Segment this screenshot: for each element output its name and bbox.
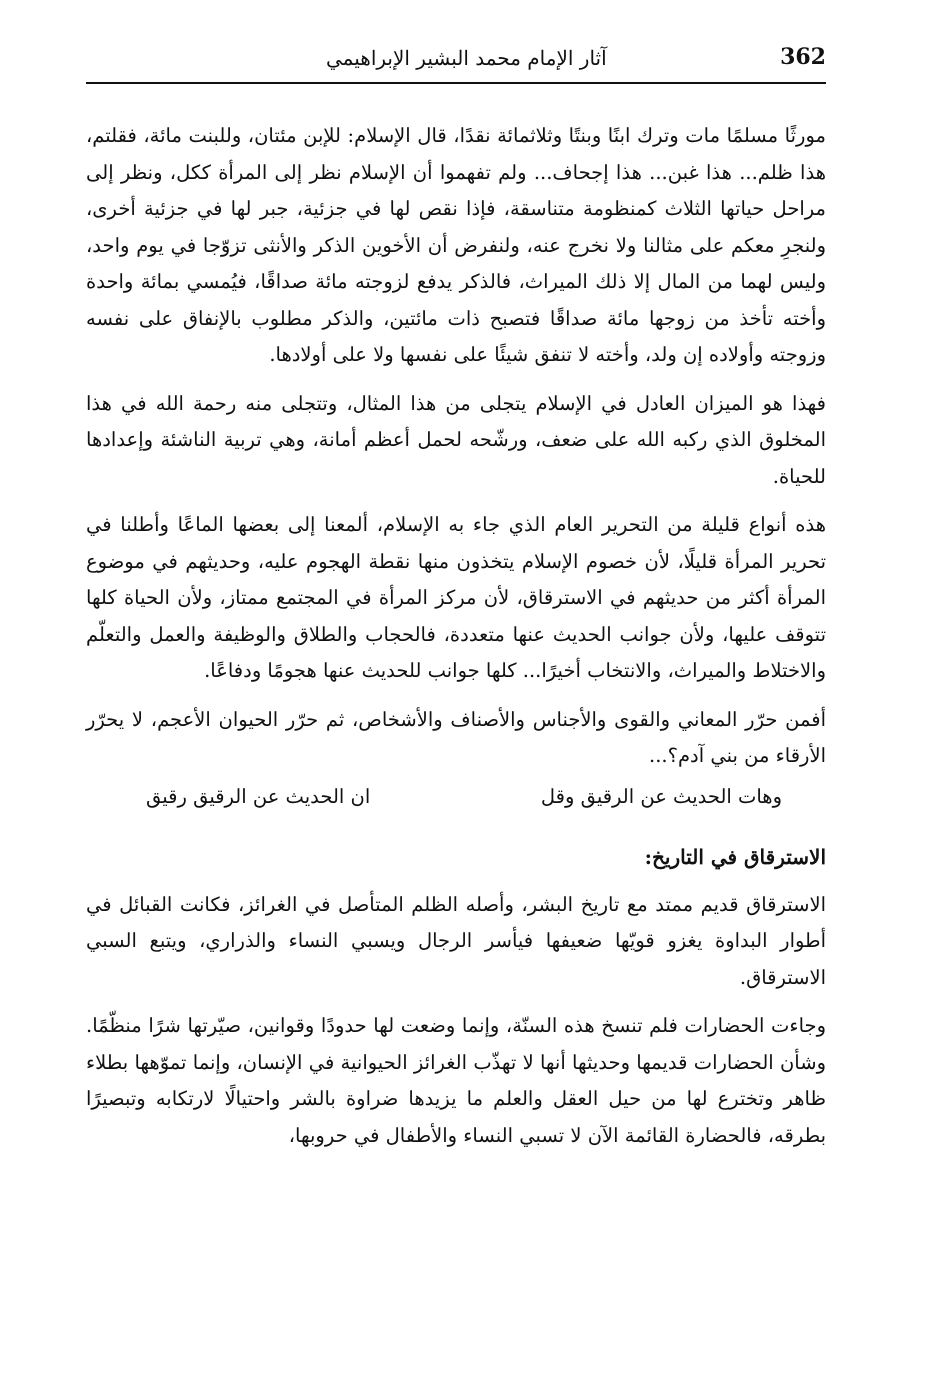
paragraph-inheritance-example: مورثًا مسلمًا مات وترك ابنًا وبنتًا وثلاثمائة نقدًا، قال الإسلام: للإبن مئتان، وللبنت مائة، فقلتم، هذا ظلم... هذا غبن... هذا إجحاف... ولم تفهموا أن الإسلام نظر إلى المرأة ككل، ونظر إلى مراحل حياتها الثلاث كمنظومة متناسقة، فإذا نقص لها في جزئية، جبر لها في جزئية أخرى، ولنجرِ معكم على مثالنا ولا نخرج عنه، ولنفرض أن الأخوين الذكر والأنثى تزوّجا في يوم واحد، وليس لهما من المال إلا ذلك الميراث، فالذكر يدفع لزوجته مائة صداقًا، فيُمسي بمائة واحدة وأخته تأخذ من زوجها مائة صداقًا فتصبح ذات مائتين، والذكر مطلوب بالإنفاق على نفسه وزوجته وأولاده إن ولد، وأخته لا تنفق شيئًا على نفسها ولا على أولادها. [86,124,826,366]
body-text [86,118,826,1166]
paragraph-just-balance: فهذا هو الميزان العادل في الإسلام يتجلى من هذا المثال، وتتجلى منه رحمة الله في هذا المخلوق الذي ركبه الله على ضعف، ورشّحه لحمل أعظم أمانة، وهي تربية الناشئة وإعدادها للحياة. [86,391,826,488]
paragraph-civilizations: وجاءت الحضارات فلم تنسخ هذه السنّة، وإنما وضعت لها حدودًا وقوانين، صيّرتها شرًا منظّمًا. وشأن الحضارات قديمها وحديثها أنها لا تهذّب الغرائز الحيوانية في الإنسان، وإنما تموّهها بطلاء ظاهر وتخترع لها من حيل العقل والعلم ما يزيدها ضراوة بالشر واحتيالًا لارتكابه وتبصيرًا بطرقه، فالحضارة القائمة الآن لا تسبي النساء والأطفال في حروبها، [86,1014,826,1147]
running-header [86,40,826,84]
paragraph-liberation-of-women: هذه أنواع قليلة من التحرير العام الذي جاء به الإسلام، ألمعنا إلى بعضها الماعًا وأطلنا في تحرير المرأة قليلًا، لأن خصوم الإسلام يتخذون منها نقطة الهجوم عليه، وحديثهم في موضوع المرأة أكثر من حديثهم في الاسترقاق، لأن مركز المرأة في المجتمع ممتاز، ولأن الحياة كلها تتوقف عليها، ولأن جوانب الحديث عنها متعددة، فالحجاب والطلاق والوظيفة والعمل والتعلّم والاختلاط والميراث، والانتخاب أخيرًا... كلها جوانب للحديث عنها هجومًا ودفاعًا. [86,513,826,682]
book-title: آثار الإمام محمد البشير الإبراهيمي [326,46,607,70]
section-heading: الاسترقاق في التاريخ: [644,844,826,869]
verse-second-hemistich: ان الحديث عن الرقيق رقيق [146,784,371,808]
paragraph-rhetorical-question: أفمن حرّر المعاني والقوى والأجناس والأصناف والأشخاص، ثم حرّر الحيوان الأعجم، لا يحرّر الأرقاء من بني آدم؟... [86,707,826,767]
poetry-verse [86,779,826,815]
verse-first-hemistich: وهات الحديث عن الرقيق وقل [540,784,782,808]
page-number: 362 [780,44,826,70]
paragraph-slavery-origins: الاسترقاق قديم ممتد مع تاريخ البشر، وأصله الظلم المتأصل في الغرائز، فكانت القبائل في أطوار البداوة يغزو قويّها ضعيفها فيأسر الرجال ويسبي النساء والذراري، ويتبع السبي الاسترقاق. [86,892,826,989]
